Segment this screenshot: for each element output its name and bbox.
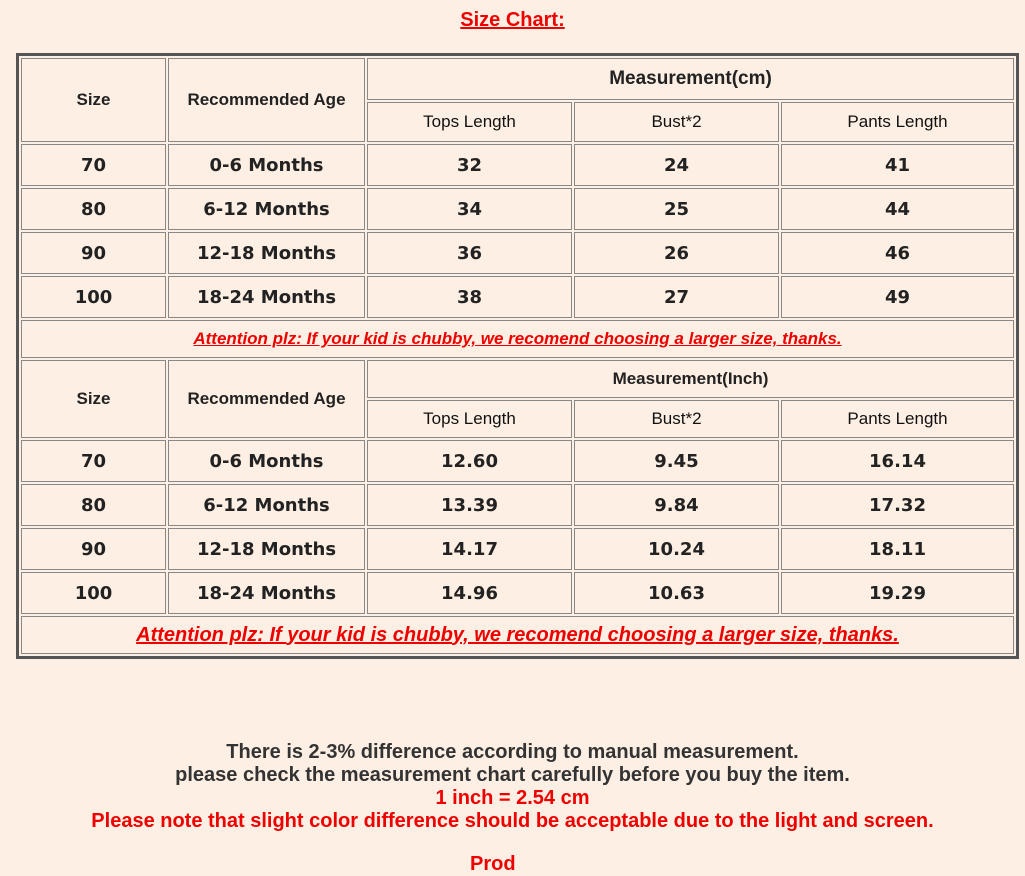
attention-note: Attention plz: If your kid is chubby, we recomend choosing a larger size, thanks. bbox=[21, 320, 1014, 358]
tops-length-header: Tops Length bbox=[367, 400, 572, 438]
age-header: Recommended Age bbox=[168, 58, 365, 142]
next-section-heading: Prod bbox=[470, 853, 516, 875]
bust-cell: 26 bbox=[574, 232, 779, 274]
bust-cell: 9.84 bbox=[574, 484, 779, 526]
pants-cell: 18.11 bbox=[781, 528, 1014, 570]
pants-cell: 41 bbox=[781, 144, 1014, 186]
bust-cell: 9.45 bbox=[574, 440, 779, 482]
size-cell: 70 bbox=[21, 440, 166, 482]
footer-line-check: please check the measurement chart carefully before you buy the item. bbox=[175, 764, 850, 786]
bust-cell: 25 bbox=[574, 188, 779, 230]
tops-cell: 14.17 bbox=[367, 528, 572, 570]
age-cell: 18-24 Months bbox=[168, 572, 365, 614]
tops-cell: 12.60 bbox=[367, 440, 572, 482]
attention-note: Attention plz: If your kid is chubby, we recomend choosing a larger size, thanks. bbox=[21, 616, 1014, 654]
table-row bbox=[21, 144, 1014, 186]
age-cell: 12-18 Months bbox=[168, 528, 365, 570]
pants-cell: 16.14 bbox=[781, 440, 1014, 482]
size-chart-table bbox=[16, 53, 1019, 659]
size-cell: 90 bbox=[21, 528, 166, 570]
pants-cell: 19.29 bbox=[781, 572, 1014, 614]
tops-cell: 34 bbox=[367, 188, 572, 230]
bust-cell: 27 bbox=[574, 276, 779, 318]
size-cell: 80 bbox=[21, 484, 166, 526]
tops-length-header: Tops Length bbox=[367, 102, 572, 142]
tops-cell: 14.96 bbox=[367, 572, 572, 614]
tops-cell: 38 bbox=[367, 276, 572, 318]
age-header: Recommended Age bbox=[168, 360, 365, 438]
tops-cell: 36 bbox=[367, 232, 572, 274]
size-cell: 70 bbox=[21, 144, 166, 186]
footer-line-conversion: 1 inch = 2.54 cm bbox=[435, 787, 590, 809]
size-header: Size bbox=[21, 58, 166, 142]
table-row bbox=[21, 484, 1014, 526]
size-cell: 90 bbox=[21, 232, 166, 274]
bust-cell: 10.63 bbox=[574, 572, 779, 614]
measurement-cm-header: Measurement(cm) bbox=[367, 58, 1014, 100]
size-cell: 100 bbox=[21, 276, 166, 318]
page-title: Size Chart: bbox=[460, 9, 565, 31]
footer-line-color-note: Please note that slight color difference should be acceptable due to the light and screen. bbox=[91, 810, 934, 832]
footer-notes bbox=[0, 741, 1025, 833]
table-row bbox=[21, 276, 1014, 318]
table-row bbox=[21, 188, 1014, 230]
tops-cell: 13.39 bbox=[367, 484, 572, 526]
table-row bbox=[21, 572, 1014, 614]
size-cell: 80 bbox=[21, 188, 166, 230]
bust-cell: 24 bbox=[574, 144, 779, 186]
pants-length-header: Pants Length bbox=[781, 102, 1014, 142]
footer-line-difference: There is 2-3% difference according to manual measurement. bbox=[226, 741, 799, 763]
age-cell: 18-24 Months bbox=[168, 276, 365, 318]
pants-length-header: Pants Length bbox=[781, 400, 1014, 438]
size-header: Size bbox=[21, 360, 166, 438]
bust-header: Bust*2 bbox=[574, 102, 779, 142]
bust-header: Bust*2 bbox=[574, 400, 779, 438]
size-cell: 100 bbox=[21, 572, 166, 614]
age-cell: 0-6 Months bbox=[168, 440, 365, 482]
pants-cell: 17.32 bbox=[781, 484, 1014, 526]
measurement-inch-header: Measurement(Inch) bbox=[367, 360, 1014, 398]
table-row bbox=[21, 440, 1014, 482]
age-cell: 6-12 Months bbox=[168, 484, 365, 526]
bust-cell: 10.24 bbox=[574, 528, 779, 570]
table-row bbox=[21, 528, 1014, 570]
age-cell: 0-6 Months bbox=[168, 144, 365, 186]
table-row bbox=[21, 232, 1014, 274]
pants-cell: 46 bbox=[781, 232, 1014, 274]
pants-cell: 49 bbox=[781, 276, 1014, 318]
age-cell: 6-12 Months bbox=[168, 188, 365, 230]
pants-cell: 44 bbox=[781, 188, 1014, 230]
age-cell: 12-18 Months bbox=[168, 232, 365, 274]
tops-cell: 32 bbox=[367, 144, 572, 186]
